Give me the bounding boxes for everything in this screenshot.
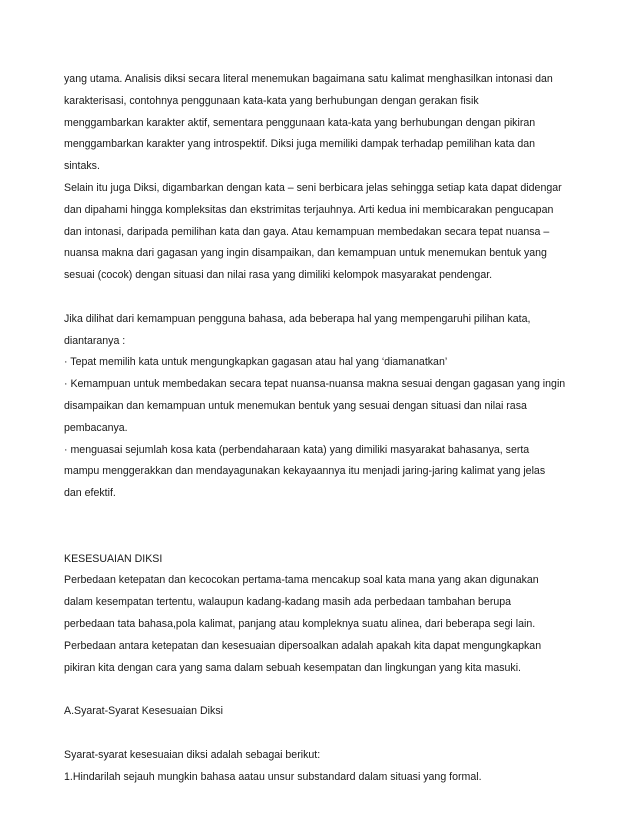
bullet-item: · Tepat memilih kata untuk mengungkapkan gagasan atau hal yang ‘diamanatkan’: [64, 356, 448, 369]
text-line: mampu menggerakkan dan mendayagunakan kekayaannya itu menjadi jaring-jaring kalimat yang jelas: [64, 465, 546, 478]
text-line: perbedaan tata bahasa,pola kalimat, panjang atau kompleknya suatu alinea, dari beberapa segi lain.: [64, 617, 536, 630]
text-line: yang utama. Analisis diksi secara literal menemukan bagaimana satu kalimat menghasilkan intonasi dan: [64, 73, 553, 85]
text-line: dan dipahami hingga kompleksitas dan ekstrimitas terjauhnya. Arti kedua ini membicarakan pengucapan: [64, 203, 554, 216]
text-line: disampaikan dan kemampuan untuk menemukan bentuk yang sesuai dengan situasi dan nilai rasa: [64, 399, 527, 412]
bullet-item: · menguasai sejumlah kosa kata (perbendaharaan kata) yang dimiliki masyarakat bahasanya, serta: [64, 443, 530, 456]
blank-line: [64, 505, 584, 527]
blank-line: [64, 679, 584, 701]
text-line: sesuai (cocok) dengan situasi dan nilai rasa yang dimiliki kelompok masyarakat pendengar.: [64, 269, 493, 282]
blank-line: [64, 723, 584, 745]
text-line: menggambarkan karakter yang introspektif. Diksi juga memiliki dampak terhadap pemilihan kata dan: [64, 138, 536, 151]
text-line: dan efektif.: [64, 487, 116, 500]
text-line: pikiran kita dengan cara yang sama dalam sebuah kesempatan dan lingkungan yang kita masuki.: [64, 661, 521, 674]
text-line: menggambarkan karakter aktif, sementara penggunaan kata-kata yang berhubungan dengan pikiran: [64, 116, 536, 129]
blank-line: [64, 527, 584, 549]
text-line: sintaks.: [64, 160, 100, 173]
text-line: karakterisasi, contohnya penggunaan kata-kata yang berhubungan dengan gerakan fisik: [64, 94, 479, 107]
subsection-heading: A.Syarat-Syarat Kesesuaian Diksi: [64, 705, 223, 718]
text-line: Syarat-syarat kesesuaian diksi adalah sebagai berikut:: [64, 748, 321, 761]
numbered-item: 1.Hindarilah sejauh mungkin bahasa aatau unsur substandard dalam situasi yang formal.: [64, 770, 482, 783]
blank-line: [64, 287, 584, 309]
text-line: diantaranya :: [64, 334, 126, 347]
text-line: Perbedaan antara ketepatan dan kesesuaian dipersoalkan adalah apakah kita dapat mengungkapkan: [64, 639, 542, 652]
text-line: Selain itu juga Diksi, digambarkan dengan kata – seni berbicara jelas sehingga setiap kata dapat didengar: [64, 181, 562, 194]
text-line: dalam kesempatan tertentu, walaupun kadang-kadang masih ada perbedaan tambahan berupa: [64, 596, 512, 609]
section-heading: KESESUAIAN DIKSI: [64, 552, 163, 565]
document-body: [64, 69, 584, 788]
bullet-item: · Kemampuan untuk membedakan secara tepat nuansa-nuansa makna sesuai dengan gagasan yang ingin: [64, 378, 566, 391]
text-line: Perbedaan ketepatan dan kecocokan pertama-tama mencakup soal kata mana yang akan digunakan: [64, 574, 539, 587]
text-line: pembacanya.: [64, 421, 128, 434]
text-line: dan intonasi, daripada pemilihan kata dan gaya. Atau kemampuan membedakan secara tepat nuansa –: [64, 225, 550, 238]
text-line: nuansa makna dari gagasan yang ingin disampaikan, dan kemampuan untuk menemukan bentuk yang: [64, 247, 547, 260]
text-line: Jika dilihat dari kemampuan pengguna bahasa, ada beberapa hal yang mempengaruhi pilihan kata,: [64, 312, 531, 325]
